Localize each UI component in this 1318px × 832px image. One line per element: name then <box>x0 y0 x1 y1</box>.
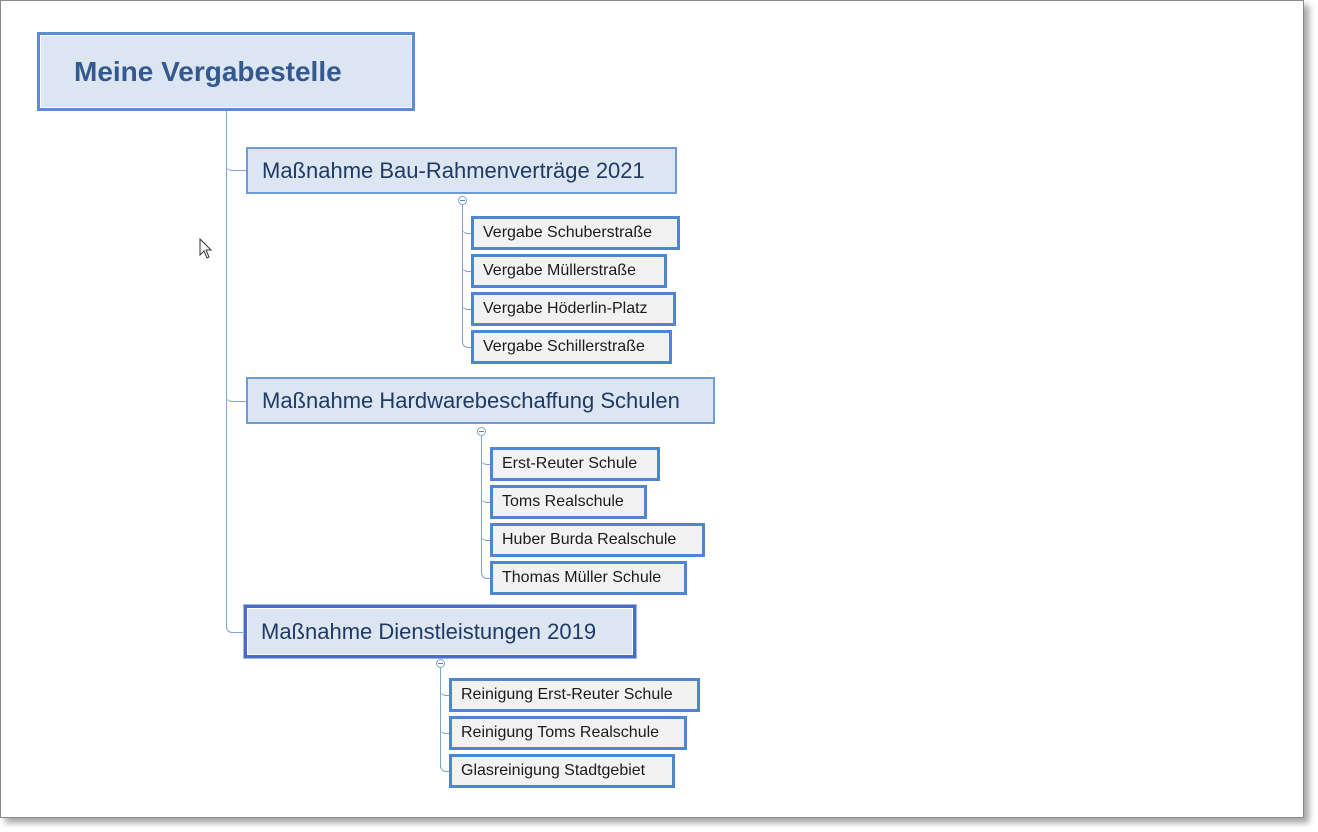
subtopic-label: Vergabe Schuberstraße <box>483 224 652 241</box>
subtopic[interactable] <box>490 447 660 481</box>
subtopic[interactable] <box>449 716 687 750</box>
branch-topic-label: Maßnahme Hardwarebeschaffung Schulen <box>262 387 680 413</box>
subtopic[interactable] <box>490 561 687 595</box>
branch-topic-label: Maßnahme Dienstleistungen 2019 <box>261 618 597 644</box>
subtopic-label: Toms Realschule <box>502 493 624 510</box>
subtopic-label: Thomas Müller Schule <box>502 569 662 586</box>
subtopic[interactable] <box>471 330 672 364</box>
connector-leaf <box>440 682 449 696</box>
connector-leaf <box>481 451 490 465</box>
subtopic-label: Erst-Reuter Schule <box>502 455 638 472</box>
root-connector <box>226 111 227 622</box>
subtopic-label: Huber Burda Realschule <box>502 531 677 548</box>
connector-leaf <box>440 720 449 734</box>
subtopic[interactable] <box>490 523 705 557</box>
subtopic-label: Vergabe Schillerstraße <box>483 338 645 355</box>
subtopic-label: Reinigung Toms Realschule <box>461 724 660 741</box>
connector-leaf <box>481 489 490 503</box>
branch-topic-dienstleistungen[interactable] <box>244 605 636 658</box>
subtopic-label: Vergabe Höderlin-Platz <box>483 300 648 317</box>
root-topic-label: Meine Vergabestelle <box>74 55 342 87</box>
branch-topic-bau[interactable] <box>246 147 677 194</box>
mouse-pointer-icon <box>199 238 213 260</box>
subtopic[interactable] <box>471 254 667 288</box>
branch-topic-label: Maßnahme Bau-Rahmenverträge 2021 <box>262 157 645 183</box>
subtopic-label: Vergabe Müllerstraße <box>483 262 636 279</box>
collapse-circle-icon[interactable] <box>458 196 467 205</box>
collapse-circle-icon[interactable] <box>477 427 486 436</box>
subtopic-label: Glasreinigung Stadtgebiet <box>461 762 646 779</box>
connector-leaf <box>481 527 490 541</box>
branch-topic-hardware[interactable] <box>246 377 715 424</box>
connector-branch-1 <box>226 145 246 171</box>
root-topic[interactable] <box>37 32 415 111</box>
subtopic[interactable] <box>490 485 647 519</box>
collapse-circle-icon[interactable] <box>436 659 445 668</box>
subtopic[interactable] <box>471 216 680 250</box>
subtopic[interactable] <box>471 292 676 326</box>
connector-branch-2 <box>226 375 246 402</box>
subtopic[interactable] <box>449 754 675 788</box>
subtopic-label: Reinigung Erst-Reuter Schule <box>461 686 673 703</box>
subtopic[interactable] <box>449 678 700 712</box>
